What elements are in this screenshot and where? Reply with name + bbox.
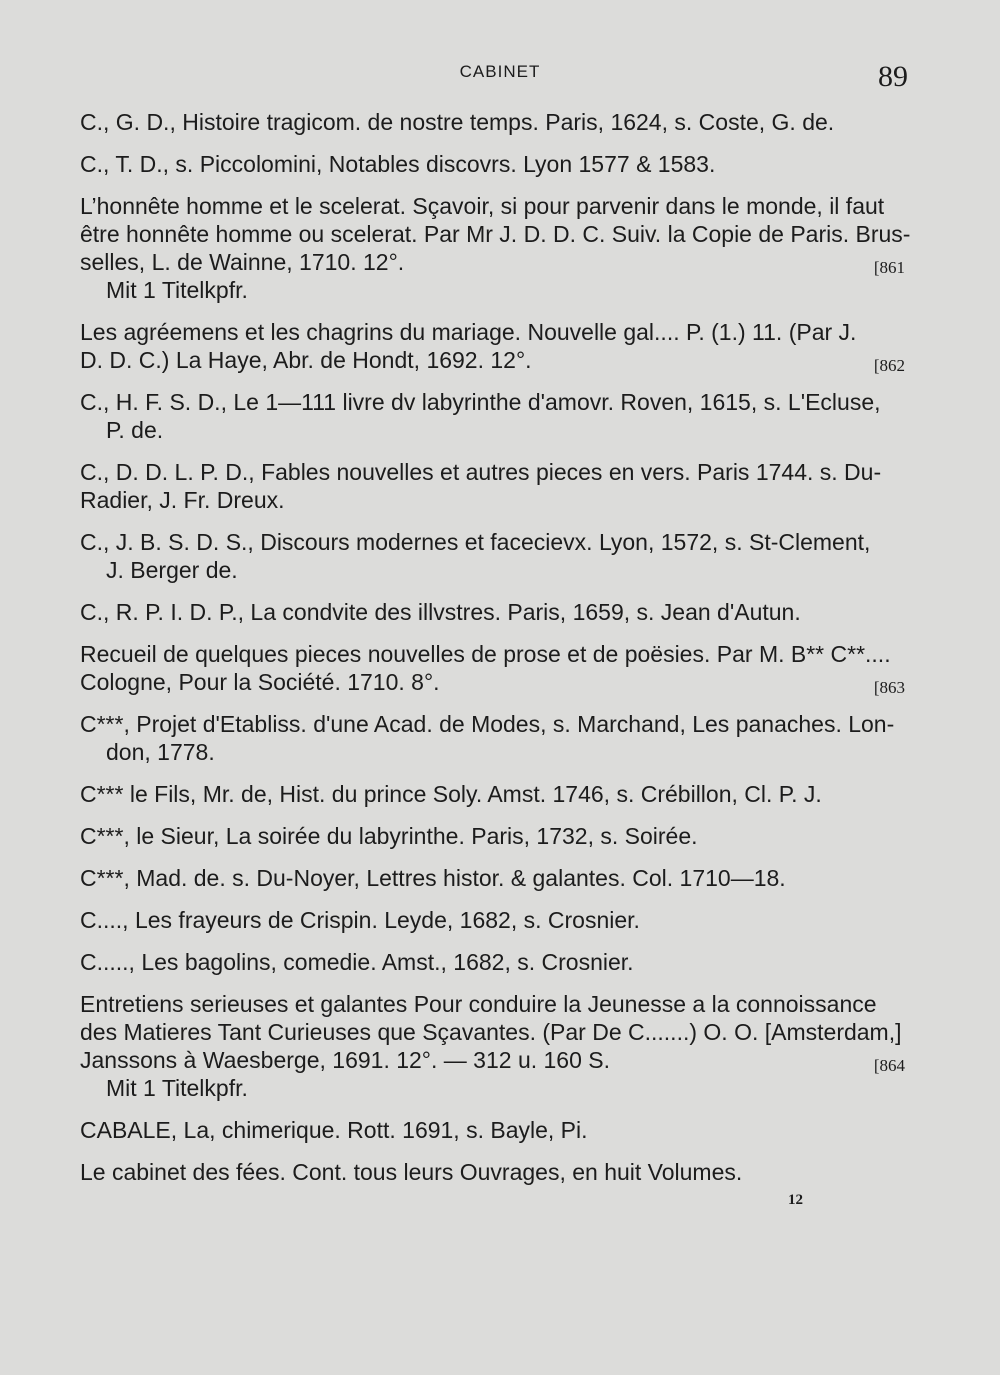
bibliography-entry	[80, 640, 905, 696]
entry-line: des Matieres Tant Curieuses que Sçavantes. (Par De C.......) O. O. [Amsterdam,]	[80, 1019, 902, 1045]
entry-line: Les agréemens et les chagrins du mariage. Nouvelle gal.... P. (1.) 11. (Par J.	[80, 319, 857, 345]
entry-line: Le cabinet des fées. Cont. tous leurs Ouvrages, en huit Volumes.	[80, 1159, 743, 1185]
bibliography-entry	[80, 388, 905, 444]
running-title: CABINET	[459, 62, 541, 81]
entry-line: Mit 1 Titelkpfr.	[106, 1075, 248, 1101]
entry-number: [864	[873, 1056, 905, 1075]
entry-line: J. Berger de.	[106, 557, 238, 583]
bibliography-entry	[80, 864, 905, 892]
entry-line: C., J. B. S. D. S., Discours modernes et facecievx. Lyon, 1572, s. St-Clement,	[80, 529, 871, 555]
entry-line: être honnête homme ou scelerat. Par Mr J. D. D. C. Suiv. la Copie de Paris. Brus-	[80, 221, 911, 247]
entry-line: Mit 1 Titelkpfr.	[106, 277, 248, 303]
entry-line: C....., Les bagolins, comedie. Amst., 1682, s. Crosnier.	[80, 949, 634, 975]
entry-line: CABALE, La, chimerique. Rott. 1691, s. Bayle, Pi.	[80, 1117, 588, 1143]
bibliography-entry	[80, 528, 905, 584]
entry-line: D. D. C.) La Haye, Abr. de Hondt, 1692. 12°.	[80, 347, 532, 373]
bibliography-entry	[80, 822, 905, 850]
entry-line: C., T. D., s. Piccolomini, Notables discovrs. Lyon 1577 & 1583.	[80, 151, 716, 177]
bibliography-entry	[80, 108, 905, 136]
entry-line: Recueil de quelques pieces nouvelles de prose et de poësies. Par M. B** C**....	[80, 641, 891, 667]
bibliography-entry	[80, 1158, 905, 1186]
entry-line: C., D. D. L. P. D., Fables nouvelles et autres pieces en vers. Paris 1744. s. Du-	[80, 459, 882, 485]
entry-line: C***, Projet d'Etabliss. d'une Acad. de Modes, s. Marchand, Les panaches. Lon-	[80, 711, 895, 737]
bibliography-entry	[80, 948, 905, 976]
entry-line: C*** le Fils, Mr. de, Hist. du prince Soly. Amst. 1746, s. Crébillon, Cl. P. J.	[80, 781, 822, 807]
bibliography-entry	[80, 906, 905, 934]
entry-line: C., R. P. I. D. P., La condvite des illvstres. Paris, 1659, s. Jean d'Autun.	[80, 599, 801, 625]
signature-mark: 12	[788, 1192, 803, 1208]
bibliography-entry	[80, 598, 905, 626]
entry-line: C., G. D., Histoire tragicom. de nostre temps. Paris, 1624, s. Coste, G. de.	[80, 109, 835, 135]
entry-number: [862	[873, 356, 905, 375]
entry-line: don, 1778.	[106, 739, 215, 765]
entry-line: P. de.	[106, 417, 164, 443]
page-number: 89	[878, 60, 908, 93]
bibliography-body	[80, 108, 911, 1200]
bibliography-entry	[80, 192, 911, 304]
entry-line: Radier, J. Fr. Dreux.	[80, 487, 285, 513]
entry-number: [863	[873, 678, 905, 697]
bibliography-entry	[80, 458, 905, 514]
entry-line: C***, Mad. de. s. Du-Noyer, Lettres histor. & galantes. Col. 1710—18.	[80, 865, 786, 891]
entry-line: Cologne, Pour la Société. 1710. 8°.	[80, 669, 440, 695]
entry-line: C...., Les frayeurs de Crispin. Leyde, 1682, s. Crosnier.	[80, 907, 640, 933]
entry-line: Entretiens serieuses et galantes Pour conduire la Jeunesse a la connoissance	[80, 991, 877, 1017]
bibliography-entry	[80, 780, 905, 808]
entry-line: C., H. F. S. D., Le 1—111 livre dv labyrinthe d'amovr. Roven, 1615, s. L'Ecluse,	[80, 389, 881, 415]
entry-line: Janssons à Waesberge, 1691. 12°. — 312 u. 160 S.	[80, 1047, 611, 1073]
entry-line: selles, L. de Wainne, 1710. 12°.	[80, 249, 405, 275]
bibliography-entry	[80, 318, 905, 374]
entry-line: L’honnête homme et le scelerat. Sçavoir, si pour parvenir dans le monde, il faut	[80, 193, 885, 219]
bibliography-entry	[80, 990, 905, 1102]
entry-number: [861	[873, 258, 905, 277]
bibliography-entry	[80, 150, 905, 178]
bibliography-entry	[80, 1116, 905, 1144]
bibliography-entry	[80, 710, 905, 766]
entry-line: C***, le Sieur, La soirée du labyrinthe. Paris, 1732, s. Soirée.	[80, 823, 698, 849]
